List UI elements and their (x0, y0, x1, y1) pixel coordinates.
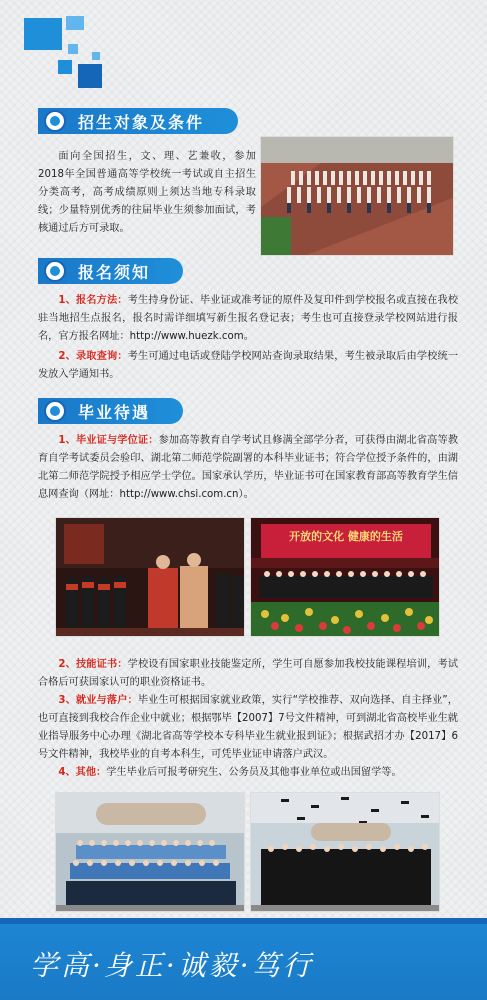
graduation-item-2 (38, 656, 458, 692)
decor-square (78, 64, 102, 88)
item-text: 学生毕业后可报考研究生、公务员及其他事业单位或出国留学等。 (106, 767, 402, 778)
item-label: 3、就业与落户： (58, 695, 138, 706)
section-header-registration (38, 258, 183, 284)
graduation-ceremony-photo (55, 517, 245, 637)
school-badge-icon (44, 260, 66, 282)
footer-divider (0, 918, 487, 924)
item-label: 2、技能证书： (58, 659, 128, 670)
section-title: 毕业待遇 (78, 402, 151, 422)
cap-toss-photo (250, 792, 440, 912)
decor-square (58, 60, 72, 74)
section-title: 招生对象及条件 (78, 112, 205, 132)
item-label: 1、报名方法： (58, 295, 128, 306)
section-title: 报名须知 (78, 262, 151, 282)
graduation-hall-photo (250, 517, 440, 637)
item-label: 2、录取查询： (58, 351, 128, 362)
registration-item-2 (38, 348, 458, 384)
school-badge-icon (44, 400, 66, 422)
item-label: 1、毕业证与学位证： (58, 435, 159, 446)
section-header-graduation (38, 398, 183, 424)
decor-square (24, 18, 62, 50)
decor-square (66, 16, 84, 30)
group-photo-library (55, 792, 245, 912)
item-text: 考生可通过电话或登陆学校网站查询录取结果，考生被录取后由学校统一发放入学通知书。 (38, 351, 459, 380)
item-label: 4、其他： (58, 767, 107, 778)
item-text: 参加高等教育自学考试且修满全部学分者，可获得由湖北省高等教育自学考试委员会验印、湖北第二师范学院副署的本科毕业证书；符合学位授予条件的，由湖北第二师范学院授予相应学士学位。国家承认学历，毕业证书可在国家教育部高等教育学生信息网查询（网址：http://www.chsi.com.cn）。 (38, 435, 459, 500)
graduation-item-4 (38, 764, 458, 782)
military-parade-photo (260, 136, 454, 256)
school-motto: 学高·身正·诚毅·笃行 (30, 949, 314, 982)
banner-slogan: 开放的文化 健康的生活 (289, 530, 403, 543)
decor-square (68, 44, 78, 54)
item-text: 毕业生可根据国家就业政策，实行“学校推荐、双向选择、自主择业”，也可直接到我校合作企业中就业；根据鄂毕【2007】7号文件精神，可到湖北省高校毕业生就业指导服务中心办理《湖北省高等学校本专科毕业生就业报到证》；根据武招才办【2017】6号文件精神，我校毕业的自考本科生，可凭毕业证申请落户武汉。 (38, 695, 458, 760)
admission-text: 面向全国招生，文、理、艺兼收，参加2018年全国普通高等学校统一考试或自主招生分类高考，高考成绩原则上须达当地专科录取线；少量特别优秀的往届毕业生须参加面试，考核通过后方可录取。 (38, 151, 256, 234)
item-text: 考生持身份证、毕业证或准考证的原件及复印件到学校报名或直接在我校驻当地招生点报名，报名时需详细填写新生报名登记表；考生也可直接登录学校网站进行报名，官方报名网址：http://www.huezk.com。 (38, 295, 459, 342)
graduation-item-3 (38, 692, 458, 764)
footer-banner (0, 918, 487, 1000)
registration-item-1 (38, 292, 458, 346)
school-badge-icon (44, 110, 66, 132)
section-header-admission (38, 108, 238, 134)
item-text: 学校设有国家职业技能鉴定所，学生可自愿参加我校技能课程培训，考试合格后可获国家认可的职业资格证书。 (38, 659, 459, 688)
decor-square (92, 52, 100, 60)
graduation-item-1 (38, 432, 458, 504)
